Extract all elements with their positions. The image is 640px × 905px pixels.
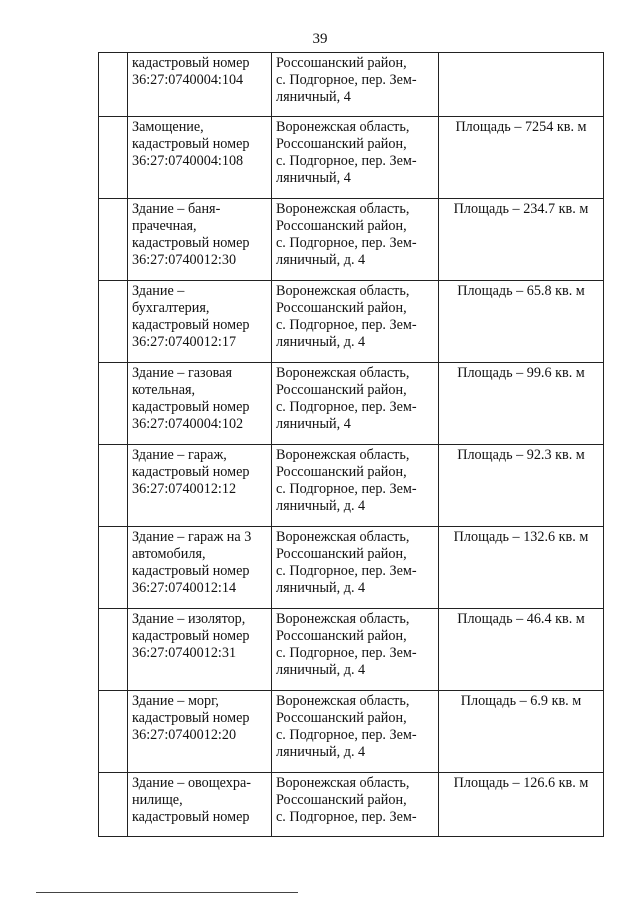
address-line: ляничный, д. 4: [276, 580, 366, 596]
area-cell: [439, 527, 604, 609]
address-line: Воронежская область,: [276, 365, 410, 381]
area-value: Площадь – 65.8 кв. м: [457, 283, 585, 299]
address-line: Воронежская область,: [276, 529, 410, 545]
object-name-line: 36:27:0740012:17: [132, 334, 237, 350]
row-number-cell: [99, 609, 128, 691]
address-line: с. Подгорное, пер. Зем-: [276, 481, 417, 497]
row-number-cell: [99, 445, 128, 527]
object-name-line: Здание – овощехра-: [132, 775, 251, 791]
address-cell: [272, 691, 439, 773]
object-name-line: кадастровый номер: [132, 563, 250, 579]
row-number-cell: [99, 773, 128, 837]
address-line: Россошанский район,: [276, 628, 407, 644]
address-line: ляничный, 4: [276, 170, 351, 186]
object-name-line: 36:27:0740012:30: [132, 252, 237, 268]
address-cell: [272, 53, 439, 117]
object-name-line: Здание – морг,: [132, 693, 219, 709]
address-line: Воронежская область,: [276, 693, 410, 709]
object-name-line: Здание – гараж на 3: [132, 529, 252, 545]
object-name-cell: [128, 773, 272, 837]
area-value: Площадь – 99.6 кв. м: [457, 365, 585, 381]
object-name-line: кадастровый номер: [132, 628, 250, 644]
table-row: [99, 53, 604, 117]
object-name-line: котельная,: [132, 382, 196, 398]
object-name-line: прачечная,: [132, 218, 197, 234]
address-cell: [272, 117, 439, 199]
object-name-line: кадастровый номер: [132, 464, 250, 480]
object-name-line: бухгалтерия,: [132, 300, 210, 316]
address-cell: [272, 199, 439, 281]
row-number-cell: [99, 117, 128, 199]
object-name-line: 36:27:0740012:12: [132, 481, 237, 497]
address-line: ляничный, д. 4: [276, 252, 366, 268]
footnote-rule: [36, 892, 298, 893]
area-value: Площадь – 46.4 кв. м: [457, 611, 585, 627]
table-row: [99, 609, 604, 691]
address-line: Воронежская область,: [276, 119, 410, 135]
area-cell: [439, 281, 604, 363]
address-line: Воронежская область,: [276, 775, 410, 791]
object-name-line: Здание – изолятор,: [132, 611, 246, 627]
address-line: Воронежская область,: [276, 201, 410, 217]
address-line: с. Подгорное, пер. Зем-: [276, 645, 417, 661]
area-cell: [439, 117, 604, 199]
row-number-cell: [99, 199, 128, 281]
address-line: с. Подгорное, пер. Зем-: [276, 153, 417, 169]
address-cell: [272, 773, 439, 837]
table-row: [99, 527, 604, 609]
area-cell: [439, 199, 604, 281]
property-register-table: [98, 52, 604, 837]
address-line: ляничный, д. 4: [276, 744, 366, 760]
object-name-line: 36:27:0740012:31: [132, 645, 237, 661]
table-row: [99, 117, 604, 199]
object-name-line: Здание – гараж,: [132, 447, 227, 463]
object-name-cell: [128, 199, 272, 281]
object-name-cell: [128, 363, 272, 445]
address-line: Россошанский район,: [276, 136, 407, 152]
object-name-cell: [128, 527, 272, 609]
object-name-line: кадастровый номер: [132, 710, 250, 726]
address-line: с. Подгорное, пер. Зем-: [276, 235, 417, 251]
address-line: ляничный, 4: [276, 89, 351, 105]
address-line: ляничный, д. 4: [276, 662, 366, 678]
address-cell: [272, 363, 439, 445]
object-name-line: нилище,: [132, 792, 183, 808]
address-line: ляничный, д. 4: [276, 498, 366, 514]
address-line: с. Подгорное, пер. Зем-: [276, 72, 417, 88]
address-line: Россошанский район,: [276, 55, 407, 71]
area-cell: [439, 609, 604, 691]
area-value: Площадь – 234.7 кв. м: [453, 201, 589, 217]
object-name-cell: [128, 281, 272, 363]
object-name-cell: [128, 445, 272, 527]
row-number-cell: [99, 363, 128, 445]
area-value: Площадь – 92.3 кв. м: [457, 447, 585, 463]
address-line: Воронежская область,: [276, 283, 410, 299]
row-number-cell: [99, 281, 128, 363]
address-line: с. Подгорное, пер. Зем-: [276, 809, 417, 825]
address-line: ляничный, 4: [276, 416, 351, 432]
address-line: ляничный, д. 4: [276, 334, 366, 350]
area-value: Площадь – 132.6 кв. м: [453, 529, 589, 545]
address-cell: [272, 527, 439, 609]
address-line: Россошанский район,: [276, 710, 407, 726]
address-cell: [272, 281, 439, 363]
address-cell: [272, 445, 439, 527]
address-line: с. Подгорное, пер. Зем-: [276, 317, 417, 333]
area-value: Площадь – 7254 кв. м: [455, 119, 587, 135]
address-line: Россошанский район,: [276, 218, 407, 234]
table-row: [99, 199, 604, 281]
area-cell: [439, 445, 604, 527]
table-row: [99, 281, 604, 363]
area-cell: [439, 53, 604, 117]
area-cell: [439, 691, 604, 773]
object-name-line: Здание –: [132, 283, 185, 299]
object-name-cell: [128, 691, 272, 773]
table-row: [99, 445, 604, 527]
object-name-line: 36:27:0740012:14: [132, 580, 237, 596]
object-name-line: 36:27:0740004:104: [132, 72, 244, 88]
object-name-line: кадастровый номер: [132, 55, 250, 71]
object-name-line: автомобиля,: [132, 546, 206, 562]
area-cell: [439, 773, 604, 837]
address-line: с. Подгорное, пер. Зем-: [276, 399, 417, 415]
object-name-line: 36:27:0740012:20: [132, 727, 237, 743]
object-name-line: кадастровый номер: [132, 809, 250, 825]
area-value: Площадь – 126.6 кв. м: [453, 775, 589, 791]
object-name-line: кадастровый номер: [132, 399, 250, 415]
address-line: Россошанский район,: [276, 464, 407, 480]
page-number: 39: [312, 31, 328, 47]
address-cell: [272, 609, 439, 691]
object-name-line: Замощение,: [132, 119, 204, 135]
object-name-line: Здание – баня-: [132, 201, 221, 217]
address-line: Россошанский район,: [276, 792, 407, 808]
object-name-line: кадастровый номер: [132, 317, 250, 333]
table-row: [99, 363, 604, 445]
address-line: Воронежская область,: [276, 447, 410, 463]
table-row: [99, 691, 604, 773]
address-line: Россошанский район,: [276, 300, 407, 316]
address-line: Россошанский район,: [276, 546, 407, 562]
area-cell: [439, 363, 604, 445]
address-line: Воронежская область,: [276, 611, 410, 627]
row-number-cell: [99, 527, 128, 609]
object-name-cell: [128, 53, 272, 117]
object-name-line: 36:27:0740004:108: [132, 153, 244, 169]
table-body: [99, 53, 604, 837]
object-name-cell: [128, 117, 272, 199]
table-row: [99, 773, 604, 837]
area-value: Площадь – 6.9 кв. м: [460, 693, 582, 709]
object-name-line: кадастровый номер: [132, 235, 250, 251]
object-name-line: 36:27:0740004:102: [132, 416, 244, 432]
row-number-cell: [99, 53, 128, 117]
object-name-line: Здание – газовая: [132, 365, 233, 381]
row-number-cell: [99, 691, 128, 773]
address-line: Россошанский район,: [276, 382, 407, 398]
object-name-cell: [128, 609, 272, 691]
address-line: с. Подгорное, пер. Зем-: [276, 727, 417, 743]
address-line: с. Подгорное, пер. Зем-: [276, 563, 417, 579]
object-name-line: кадастровый номер: [132, 136, 250, 152]
